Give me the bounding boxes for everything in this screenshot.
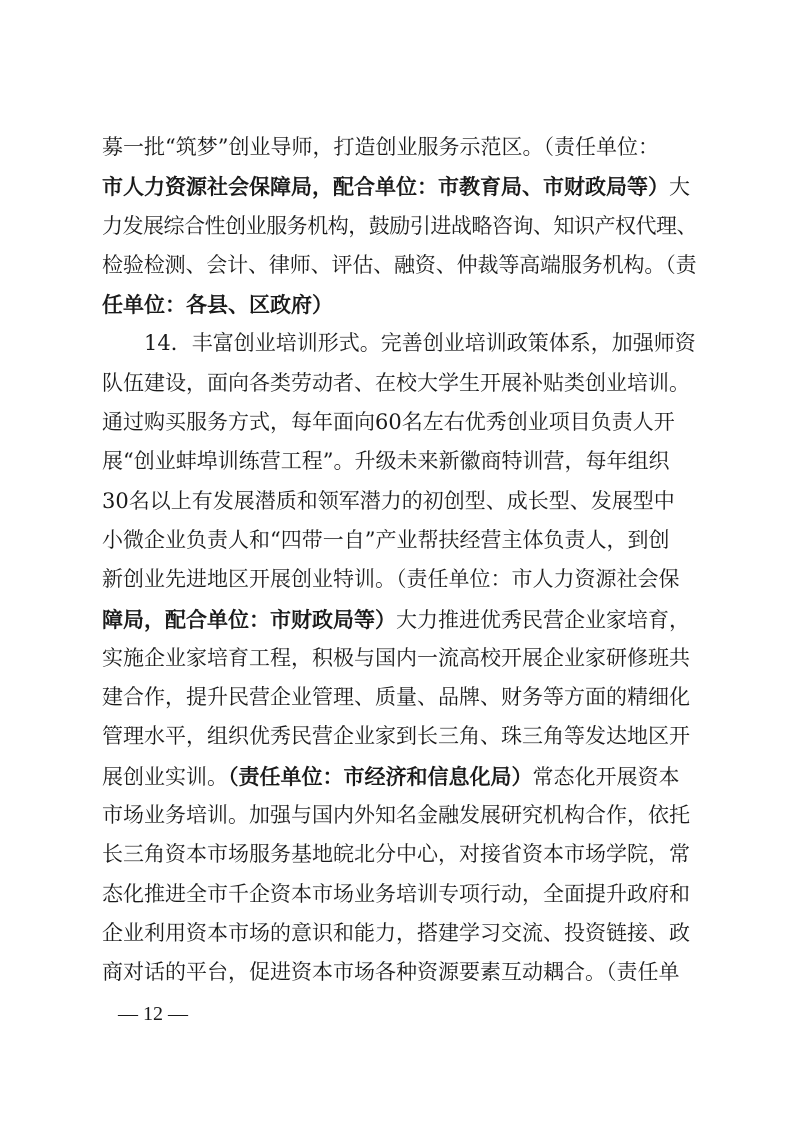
body-text-segment: 管理水平，组织优秀民营企业家到长三角、珠三角等发达地区开 [102,724,690,749]
body-text-segment: 展“创业蚌埠训练营工程”。升级未来新徽商特训营，每年组织 [102,449,670,474]
body-text-segment: 展创业实训。 [102,764,228,789]
body-text-segment: 建合作，提升民营企业管理、质量、品牌、财务等方面的精细化 [102,685,690,710]
body-text-segment: 常态化开展资本 [532,764,680,789]
responsible-unit-text: 市人力资源社会保障局，配合单位：市教育局、市财政局等） [102,174,669,200]
body-text-segment: 大 [669,175,690,200]
responsible-unit-text: 障局，配合单位：市财政局等） [102,606,396,632]
text-line [102,403,697,442]
text-line [102,835,697,874]
text-line [102,285,697,324]
responsible-unit-text: （责任单位：市经济和信息化局） [228,763,533,789]
text-line [102,678,697,717]
text-line [102,796,697,835]
body-text-segment: 市场业务培训。加强与国内外知名金融发展研究机构合作，依托 [102,803,690,828]
page-number: — 12 — [118,1003,188,1025]
body-text [102,128,697,993]
text-line [102,560,697,599]
body-text-segment: 募一批“筑梦”创业导师，打造创业服务示范区。（责任单位： [102,135,659,159]
text-line [102,639,697,678]
text-line [102,442,697,481]
body-text-segment: 长三角资本市场服务基地皖北分中心，对接省资本市场学院，常 [102,842,690,867]
body-text-segment: 力发展综合性创业服务机构，鼓励引进战略咨询、知识产权代理、 [102,213,697,238]
body-text-segment: 检验检测、会计、律师、评估、融资、仲裁等高端服务机构。（责 [102,252,697,277]
text-line [102,167,697,206]
body-text-segment: 态化推进全市千企资本市场业务培训专项行动，全面提升政府和 [102,881,690,906]
body-text-segment: 商对话的平台，促进资本市场各种资源要素互动耦合。（责任单 [102,960,680,985]
body-text-segment: 通过购买服务方式，每年面向60名左右优秀创业项目负责人开 [102,410,675,435]
text-line [102,717,697,756]
body-text-segment: 企业利用资本市场的意识和能力，搭建学习交流、投资链接、政 [102,920,690,945]
text-line [102,207,697,246]
text-line [102,246,697,285]
text-line [102,757,697,796]
body-text-segment: 队伍建设，面向各类劳动者、在校大学生开展补贴类创业培训。 [102,370,690,395]
body-text-segment: 大力推进优秀民营企业家培育， [396,607,690,632]
body-text-segment: 30名以上有发展潜质和领军潜力的初创型、成长型、发展型中 [102,488,675,513]
text-line [102,364,697,403]
text-line [102,875,697,914]
text-line [102,324,697,363]
responsible-unit-text: 任单位：各县、区政府） [102,292,333,318]
text-line [102,482,697,521]
body-text-segment: 小微企业负责人和“四带一自”产业帮扶经营主体负责人，到创 [102,527,670,552]
text-line [102,914,697,953]
body-text-segment: 14．丰富创业培训形式。完善创业培训政策体系，加强师资 [102,331,696,356]
text-line [102,521,697,560]
text-line [102,128,697,167]
body-text-segment: 实施企业家培育工程，积极与国内一流高校开展企业家研修班共 [102,645,690,670]
text-line [102,600,697,639]
body-text-segment: 新创业先进地区开展创业特训。（责任单位：市人力资源社会保 [102,567,680,592]
text-line [102,953,697,992]
